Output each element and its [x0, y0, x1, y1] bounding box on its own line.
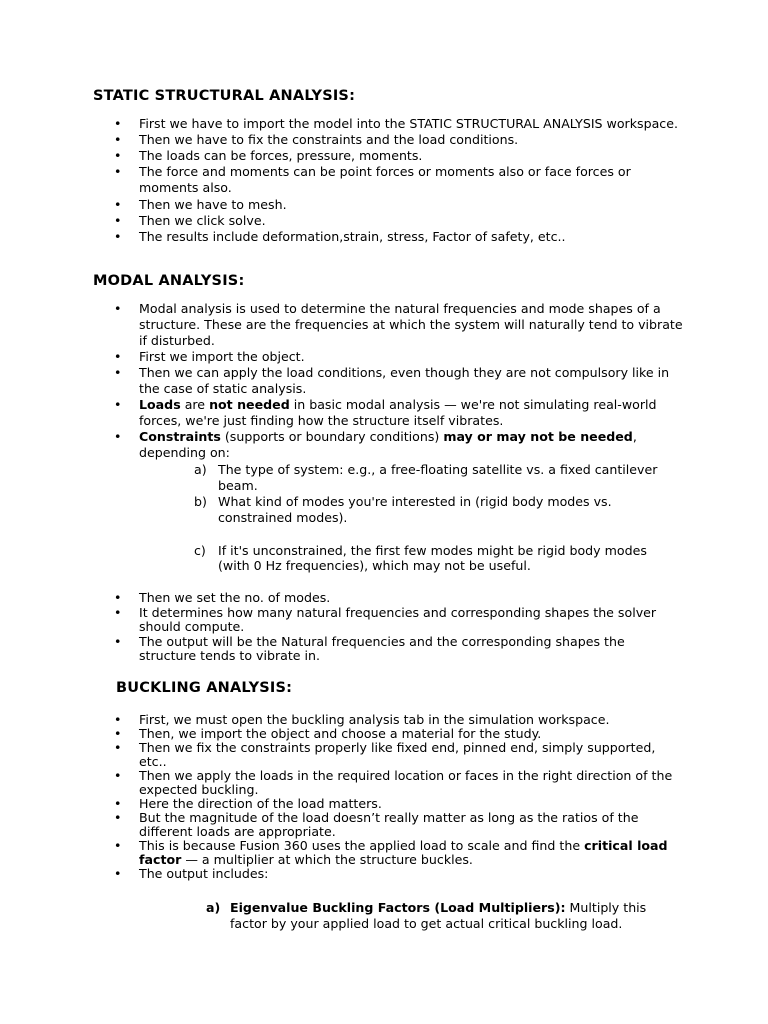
sub-text: Multiply this factor by your applied load to get actual critical buckling load. — [230, 900, 647, 931]
static-heading: STATIC STRUCTURAL ANALYSIS: — [93, 88, 356, 104]
constraints-text-2: , depending on: — [139, 429, 637, 460]
list-item: • The loads can be forces, pressure, moments. — [139, 148, 684, 164]
list-item: • Here the direction of the load matters. — [139, 797, 684, 811]
sub-item-a — [206, 900, 670, 932]
modal-heading: MODAL ANALYSIS: — [93, 273, 245, 289]
buckling-heading: BUCKLING ANALYSIS: — [116, 680, 293, 696]
list-item: • Then, we import the object and choose a material for the study. — [139, 727, 684, 741]
sub-item-c — [194, 543, 678, 573]
list-item: • But the magnitude of the load doesn’t really matter as long as the ratios of the different loads are appropriate. — [139, 811, 684, 839]
list-item: • Then we have to fix the constraints and the load conditions. — [139, 132, 684, 148]
sub-item-b — [194, 494, 678, 526]
sub-marker: c) — [194, 543, 206, 558]
list-item: • First we have to import the model into the STATIC STRUCTURAL ANALYSIS workspace. — [139, 116, 684, 132]
list-item: • Then we fix the constraints properly like fixed end, pinned end, simply supported, etc.. — [139, 741, 684, 769]
list-item: • Then we set the no. of modes. — [139, 591, 684, 605]
fusion-text-1: This is because Fusion 360 uses the applied load to scale and find the — [139, 838, 585, 853]
list-item: • Then we apply the loads in the required location or faces in the right direction of the expected buckling. — [139, 769, 684, 797]
sub-marker: b) — [194, 494, 207, 509]
sub-marker: a) — [206, 900, 221, 915]
list-item: • The output will be the Natural frequencies and the corresponding shapes the structure tends to vibrate in. — [139, 635, 684, 663]
list-item: • First we import the object. — [139, 349, 684, 365]
sub-text: The type of system: e.g., a free-floating satellite vs. a fixed cantilever beam. — [218, 462, 658, 493]
loads-bold: Loads — [139, 397, 181, 412]
constraints-text-1: (supports or boundary conditions) — [220, 429, 444, 444]
modal-list-2 — [139, 591, 684, 663]
list-item: • First, we must open the buckling analysis tab in the simulation workspace. — [139, 713, 684, 727]
list-item: • The results include deformation,strain, stress, Factor of safety, etc.. — [139, 229, 684, 245]
loads-text-2: in basic modal analysis — we're not simulating real-world forces, we're just finding how the structure itself vibrates. — [139, 397, 657, 428]
sub-marker: a) — [194, 462, 207, 477]
static-list — [139, 116, 684, 245]
critical-load-factor-bold: critical load factor — [139, 838, 668, 867]
list-item: • The output includes: — [139, 867, 684, 881]
loads-text-1: are — [180, 397, 210, 412]
list-item-fusion — [139, 839, 684, 867]
list-item: • Then we can apply the load conditions, even though they are not compulsory like in the case of static analysis. — [139, 365, 684, 397]
sub-text: If it's unconstrained, the first few modes might be rigid body modes (with 0 Hz frequencies), which may not be useful. — [218, 543, 647, 573]
list-item: • The force and moments can be point forces or moments also or face forces or moments also. — [139, 164, 684, 196]
modal-sublist — [194, 462, 678, 573]
constraints-bold: Constraints — [139, 429, 221, 444]
not-needed-bold: not needed — [209, 397, 290, 412]
list-item: • Then we have to mesh. — [139, 197, 684, 213]
list-item: • It determines how many natural frequencies and corresponding shapes the solver should compute. — [139, 606, 684, 634]
buckling-sublist — [206, 900, 670, 932]
sub-item-a — [194, 462, 678, 494]
sub-text: What kind of modes you're interested in (rigid body modes vs. constrained modes). — [218, 494, 612, 525]
list-item-constraints — [139, 429, 684, 461]
buckling-list — [139, 713, 684, 881]
eigenvalue-bold: Eigenvalue Buckling Factors (Load Multipliers): — [230, 900, 566, 915]
list-item: • Then we click solve. — [139, 213, 684, 229]
list-item: • Modal analysis is used to determine the natural frequencies and mode shapes of a structure. These are the frequencies at which the system will naturally tend to vibrate if disturbed. — [139, 301, 684, 349]
fusion-text-2: — a multiplier at which the structure buckles. — [181, 852, 473, 867]
modal-list — [139, 301, 684, 461]
may-not-be-needed-bold: may or may not be needed — [443, 429, 633, 444]
list-item-loads — [139, 397, 684, 429]
